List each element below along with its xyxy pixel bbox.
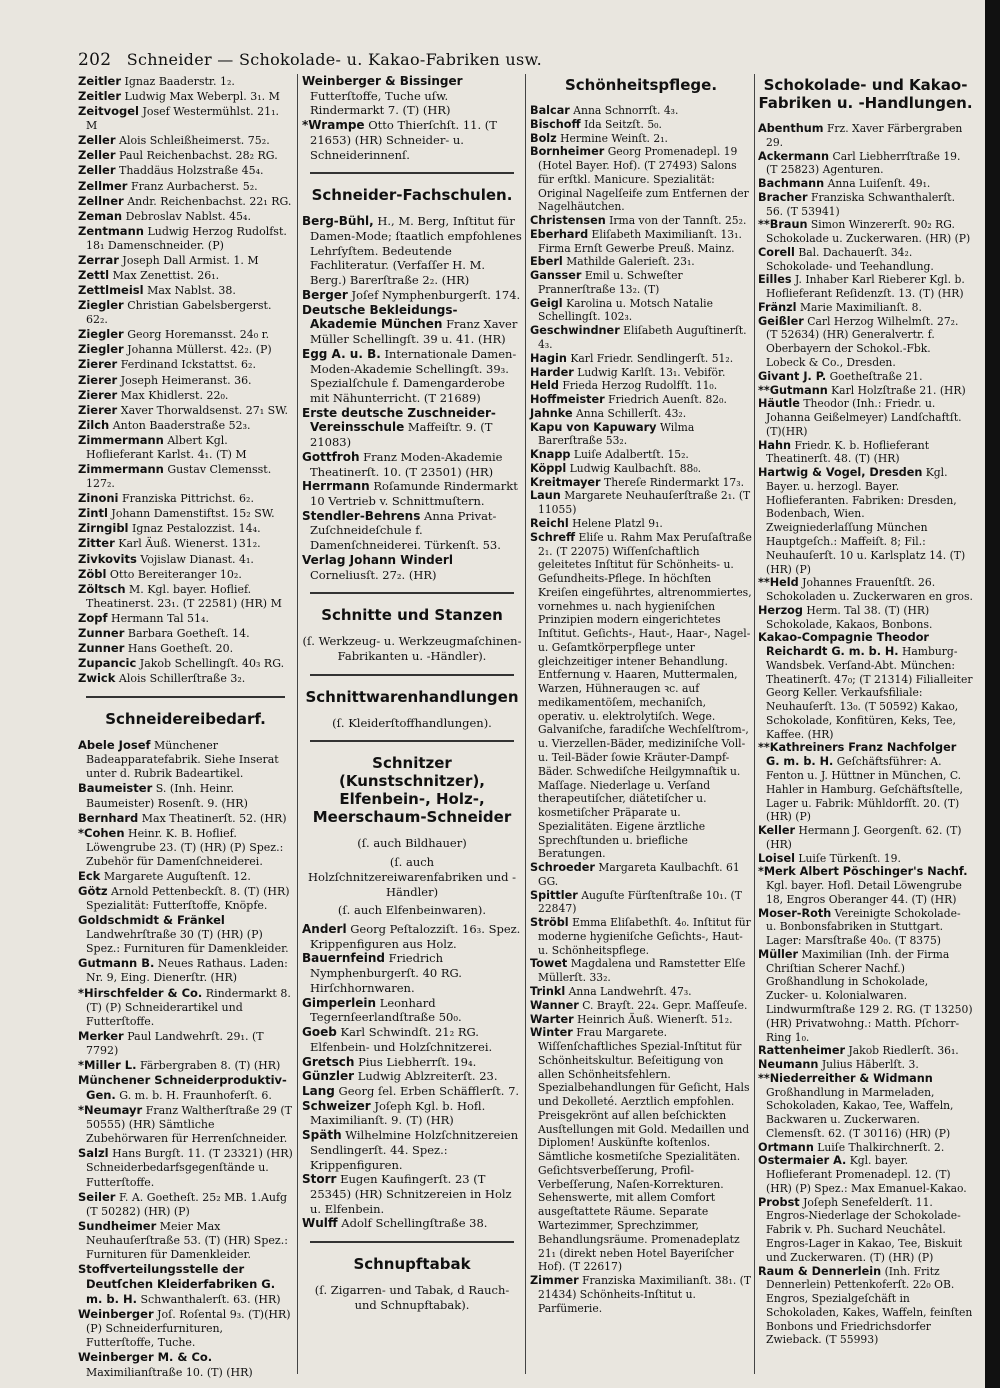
section-title-schoenheitspflege: Schönheitspflege. (564, 76, 718, 94)
list-item: Probst Joſeph Senefelderſt. 11. Engros-Niederlage der Schokolade-Fabrik v. Ph. Suchard Neuchâtel. Engros-Lager in Kakao, Tee, Biskuit und Zuckerwaren. (T) (HR) (P) (758, 1195, 963, 1264)
cross-reference: (ſ. Kleiderſtoffhandlungen). (332, 715, 492, 730)
page-edge (985, 0, 1000, 1388)
list-item: Stendler-Behrens Anna Privat-Zuſchneideſchule f. Damenſchneiderei. Türkenſt. 53. (302, 508, 501, 553)
page-header (78, 50, 978, 70)
list-item: Zöbl Otto Bereiteranger 10₂. (78, 566, 242, 581)
list-item: Zettl Max Zenettist. 26₁. (78, 268, 220, 283)
list-item: Knapp Luiſe Adalbertſt. 15₂. (530, 448, 689, 462)
list-item: Bornheimer Georg Promenadepl. 19 (Hotel Bayer. Hof). (T 27493) Salons für erſtkl. Manicure. Spezialität: Original Nagelſeife zum Entfernen der Nagelhäutchen. (530, 145, 749, 214)
section-title-schnitte-stanzen: Schnitte und Stanzen (321, 606, 503, 625)
list-item: Zimmer Franziska Maximilianſt. 38₁. (T 21434) Schönheits-Inſtitut u. Parfümerie. (530, 1274, 752, 1315)
list-item: Goldschmidt & Fränkel Landwehrſtraße 30 (T) (HR) (P) Spez.: Furnituren für Damenkleider. (78, 913, 289, 956)
list-item: *Merk Albert Pöschinger's Nachf. Kgl. bayer. Hofl. Detail Löwengrube 18, Engros Oberanger 44. (T) (HR) (758, 865, 968, 906)
list-item: Verlag Johann Winderl Corneliusſt. 27₂. (HR) (302, 552, 453, 582)
list-item: Zeller Alois Schleißheimerst. 75₂. (78, 133, 270, 148)
list-item: Bachmann Anna Luiſenſt. 49₁. (758, 177, 931, 191)
list-item: Weinberger M. & Co. Maximilianſtraße 10. (T) (HR) (78, 1350, 253, 1379)
list-item: Corell Bal. Dachauerſt. 34₂. Schokolade- und Teehandlung. (758, 245, 934, 273)
list-item: Storr Eugen Kaufingerſt. 23 (T 25345) (HR) Schnitzereien in Holz u. Elfenbein. (302, 1172, 512, 1216)
column-4 (758, 74, 973, 1347)
list-item: Zeitler Ignaz Baaderstr. 1₂. (78, 74, 235, 88)
column-rule (525, 74, 526, 1374)
list-item: Harder Ludwig Karlſt. 13₁. Vebiför. (530, 365, 726, 379)
list-item: Zierer Max Khidlerst. 22₀. (78, 387, 229, 402)
list-item: Zeman Debroslav Nablst. 45₄. (78, 208, 251, 223)
list-item: Baumeister S. (Inh. Heinr. Baumeister) Rosenſt. 9. (HR) (78, 781, 248, 810)
cross-reference: (ſ. auch Elfenbeinwaren). (337, 903, 487, 918)
column-1 (78, 74, 293, 1380)
cross-reference: (ſ. auch Holzſchnitzereiwarenfabriken und -Händler) (308, 855, 516, 899)
list-item: Fränzl Marie Maximilianſt. 8. (758, 300, 922, 314)
entry-list-schneidereibedarf (78, 738, 293, 1379)
list-item: Erste deutsche Zuschneider-Vereinsschule Maffeiſtr. 9. (T 21083) (302, 405, 496, 450)
section-divider (310, 740, 514, 742)
list-item: Goeb Karl Schwindſt. 21₂ RG. Elfenbein- und Holzſchnitzerei. (302, 1025, 493, 1054)
running-title: Schneider — Schokolade- u. Kakao-Fabriken usw. (126, 50, 543, 69)
list-item: Ackermann Carl Liebherrſtraße 19. (T 25823) Agenturen. (758, 149, 961, 177)
list-item: Herrmann Roſamunde Rindermarkt 10 Vertrieb v. Schnittmuſtern. (302, 479, 518, 508)
list-item: Zunner Barbara Goetheſt. 14. (78, 625, 250, 640)
section-title-schnupftabak: Schnupftabak (353, 1255, 471, 1274)
section-divider (310, 674, 514, 676)
list-item: Zimmermann Albert Kgl. Hoflieferant Karlst. 4₁. (T) M (78, 432, 247, 461)
list-item: Anderl Georg Peſtalozziſt. 16₃. Spez. Krippenfiguren aus Holz. (302, 922, 521, 951)
list-item: *Miller L. Färbergraben 8. (T) (HR) (78, 1057, 281, 1072)
list-item: Günzler Ludwig Ablzreiterſt. 23. (302, 1069, 498, 1084)
list-item: Abenthum Frz. Xaver Färbergraben 29. (758, 122, 963, 149)
list-item: Weinberger Joſ. Roſental 9₃. (T)(HR) (P) Schneiderfurnituren, Futterſtoffe, Tuche. (78, 1307, 291, 1350)
list-item: Ziegler Johanna Müllerst. 42₂. (P) (78, 342, 272, 357)
list-item: Kapu von Kapuwary Wilma Barerſtraße 53₂. (530, 420, 695, 448)
list-item: Merker Paul Landwehrſt. 29₁. (T 7792) (78, 1028, 264, 1057)
section-divider (310, 592, 514, 594)
section-title-schneider-fachschulen: Schneider-Fachschulen. (311, 186, 513, 205)
list-item: Lang Georg ſel. Erben Schäfflerſt. 7. (302, 1083, 520, 1098)
list-item: Zeller Thaddäus Holzstraße 45₄. (78, 163, 264, 178)
list-item: Schweizer Joſeph Kgl. b. Hofl. Maximilianſt. 9. (T) (HR) (302, 1098, 486, 1128)
list-item: Zentmann Ludwig Herzog Rudolfst. 18₁ Damenschneider. (P) (78, 223, 287, 252)
list-item: Geißler Carl Herzog Wilhelmſt. 27₂. (T 52634) (HR) Generalvertr. f. Oberbayern der Schokol.-Fbk. Lobeck & Co., Dresden. (758, 314, 959, 370)
list-item: Hoffmeister Friedrich Auenſt. 82₀. (530, 393, 727, 407)
list-item: Wulff Adolf Schellingſtraße 38. (302, 1216, 488, 1231)
list-item: Bauernfeind Friedrich Nymphenburgerſt. 40 RG. Hirſchhornwaren. (302, 951, 462, 995)
list-item: Hartwig & Vogel, Dresden Kgl. Bayer. u. herzogl. Bayer. Hoflieferanten. Fabriken: Dresden, Bodenbach, Wien. Zweigniederlaſſung München Hauptgeſch.: Maffeiſt. 8; Fil.: Neuhauſerſt. 10 u. Karlsplatz 14. (T) (HR) (P) (758, 466, 966, 576)
list-item: Zitter Karl Äuß. Wienerst. 131₂. (78, 536, 261, 551)
list-item: Zeller Paul Reichenbachst. 28₂ RG. (78, 148, 278, 163)
list-item: Zellmer Franz Aurbacherst. 5₂. (78, 178, 258, 193)
list-item: Weinberger & Bissinger Futterſtoffe, Tuche uſw. Rindermarkt 7. (T) (HR) (302, 74, 463, 118)
list-item: Zerrar Joseph Dall Armist. 1. M (78, 252, 259, 267)
column-3 (530, 74, 752, 1315)
list-item: Jahnke Anna Schillerſt. 43₂. (530, 406, 687, 420)
list-item: Eberhard Eliſabeth Maximilianſt. 13₁. Firma Ernſt Gewerbe Preuß. Mainz. (530, 227, 742, 255)
section-divider (310, 1241, 514, 1243)
list-item: *Wrampe Otto Thierſchſt. 11. (T 21653) (HR) Schneider- u. Schneiderinnenſ. (302, 118, 497, 162)
list-item: **Held Johannes Frauenſtſt. 26. Schokoladen u. Zuckerwaren en gros. (758, 576, 973, 604)
list-item: Zimmermann Gustav Clemensst. 127₂. (78, 462, 272, 491)
cross-reference: (ſ. Zigarren- und Tabak, d Rauch- und Schnupftabak). (314, 1283, 510, 1312)
column-rule (754, 74, 755, 1374)
list-item: Gimperlein Leonhard Tegernſeerlandſtraße 50₀. (302, 995, 462, 1025)
list-item: Gutmann B. Neues Rathaus. Laden: Nr. 9, Eing. Dienerſtr. (HR) (78, 956, 288, 985)
list-item: Ortmann Luiſe Thalkirchnerſt. 2. (758, 1140, 945, 1154)
list-item: Gottfroh Franz Moden-Akademie Theatinerſt. 10. (T 23501) (HR) (302, 449, 503, 479)
list-item: *Neumayr Franz Waltherſtraße 29 (T 50555) (HR) Sämtliche Zubehörwaren für Herrenſchneider. (78, 1103, 292, 1146)
list-item: Zeitler Ludwig Max Weberpl. 3₁. M (78, 89, 280, 104)
list-item: Rattenheimer Jakob Riedlerſt. 36₁. (758, 1044, 959, 1058)
list-item: Stoffverteilungsstelle der Deutſchen Kleiderfabriken G. m. b. H. Schwanthalerſt. 63. (HR) (78, 1262, 281, 1307)
list-item: Hahn Friedr. K. b. Hoflieferant Theatinerſt. 48. (T) (HR) (758, 438, 930, 466)
list-item: Zeitvogel Josef Westermühlst. 21₁. M (78, 104, 280, 133)
list-item: Müller Maximilian (Inh. der Firma Chriſtian Scherer Nachf.) Großhandlung in Schokolade, Zucker- u. Kolonialwaren. Lindwurmſtraße 129 2. RG. (T 13250) (HR) Privatwohng.: Matth. Pſchorr-Ring 1₀. (758, 947, 973, 1044)
list-item: Warter Heinrich Äuß. Wienerſt. 51₂. (530, 1012, 733, 1026)
list-item: Zellner Andr. Reichenbachst. 22₁ RG. (78, 193, 292, 208)
list-item: Berger Joſef Nymphenburgerſt. 174. (302, 287, 521, 302)
list-item: Ziegler Georg Horemansst. 24₀ r. (78, 327, 270, 342)
list-item: Winter Frau Margarete. Wiſſenſchaftliches Spezial-Inſtitut für Schönheitskultur. Beſeitigung von allen Schönheitsfehlern. Spezialbehandlungen für Geſicht, Hals und Dekolleté. Aerztlich empfohlen. Preisgekrönt auf allen beſchickten Ausſtellungen mit Gold. Medaillen und Diplomen! Auskünfte koſtenlos. Sämtliche kosmetiſche Spezialitäten. Geſichtsverbeſſerung, Profil-Verbeſſerung, Naſen-Korrekturen. Sehenswerte, mit allem Comfort ausgeſtattete Räume. Separate Wartezimmer, Sprechzimmer, Behandlungsräume. Promenadeplatz 21₁ (direkt neben Hotel Bayeriſcher Hof). (T 22617) (530, 1026, 750, 1274)
section-title-schnitzer: Schnitzer (Kunstschnitzer), Elfenbein-, Holz-, Meerschaum-Schneider (312, 754, 512, 827)
list-item: *Cohen Heinr. K. B. Hoflief. Löwengrube 23. (T) (HR) (P) Spez.: Zubehör für Damenſchneiderei. (78, 825, 284, 868)
list-item: Zintl Johann Damenstiftst. 15₂ SW. (78, 506, 275, 521)
cross-reference: (ſ. auch Bildhauer) (357, 836, 467, 851)
list-item: Towet Magdalena und Ramstetter Elſe Müllerſt. 33₂. (530, 957, 746, 985)
list-item: Götz Arnold Pettenbeckſt. 8. (T) (HR) Spezialität: Futterſtoffe, Knöpfe. (78, 883, 290, 913)
list-item: Givant J. P. Goetheſtraße 21. (758, 369, 923, 383)
section-divider (86, 696, 285, 698)
entry-list-col1 (78, 74, 293, 686)
section-title-schnittwarenhandlungen: Schnittwarenhandlungen (305, 687, 519, 706)
list-item: Hagin Karl Friedr. Sendlingerſt. 51₂. (530, 351, 734, 365)
list-item: Zopf Hermann Tal 51₄. (78, 610, 209, 625)
list-item: Reichl Helene Platzl 9₁. (530, 516, 663, 530)
list-item: Raum & Dennerlein (Inh. Fritz Dennerlein) Pettenkoferſt. 22₀ OB. Engros, Spezialgeſchäft in Schokoladen, Kakes, Waffeln, feinſten Bonbons und Friedrichsdorfer Zwieback. (T 55993) (758, 1264, 973, 1347)
list-item: Herzog Herm. Tal 38. (T) (HR) Schokolade, Kakaos, Bonbons. (758, 603, 933, 631)
column-2 (302, 74, 522, 1317)
list-item: Schreff Eliſe u. Rahm Max Peruſaſtraße 2₁. (T 22075) Wiſſenſchaftlich geleitetes Inſtitut für Schönheits- u. Geſundheits-Pflege. In höchſten Kreiſen eingeführtes, altrenommiertes, vornehmes u. nach hygieniſchen Prinzipien modern eingerichtetes Inſtitut. Geſichts-, Haut-, Haar-, Nagel- u. Geſamtkörperpflege unter gleichzeitiger intener Behandlung. Entfernung v. Haaren, Muttermalen, Warzen, Hühneraugen ꝛc. auf medikamentöſem, mechaniſch, operativ. u. elektrolytiſch. Wege. Galvaniſche, faradiſche Wechſelſtrom-, u. Vierzellen-Bäder, mediziniſche Voll- u. Teil-Bäder ſowie Kräuter-Dampf-Bäder. Schwediſche Heilgymnaſtik u. Maſſage. Niederlage u. Verſand therapeutiſcher, diätetiſcher u. kosmetiſcher Präparate u. Spezialitäten. Eigene ärztliche Sprechſtunden u. briefliche Beratungen. (530, 530, 752, 861)
list-item: Bracher Franziska Schwanthalerſt. 56. (T 53941) (758, 190, 956, 218)
list-item: Häutle Theodor (Inh.: Friedr. u. Johanna Geißelmeyer) Landſchaftſt. (T)(HR) (758, 397, 962, 438)
list-item: Neumann Julius Häberlſt. 3. (758, 1058, 919, 1072)
section-divider (310, 172, 514, 174)
list-item: Zilch Anton Baaderstraße 52₃. (78, 417, 251, 432)
list-item: Köppl Ludwig Kaulbachſt. 88₀. (530, 461, 702, 475)
list-item: Kreitmayer Thereſe Rindermarkt 17₃. (530, 475, 744, 489)
list-item: Eilles J. Inhaber Karl Rieberer Kgl. b. Hoflieferant Reſidenzſt. 13. (T) (HR) (758, 273, 965, 301)
list-item: Zivkovits Vojislaw Dianast. 4₁. (78, 551, 254, 566)
list-item: Zirngibl Ignaz Pestalozzist. 14₄. (78, 521, 261, 536)
list-item: Trinkl Anna Landwehrſt. 47₃. (530, 985, 692, 998)
list-item: Seiler F. A. Goetheſt. 25₂ MB. 1.Aufg (T 50282) (HR) (P) (78, 1189, 288, 1218)
list-item: Zöltsch M. Kgl. bayer. Hoflief. Theatinerst. 23₁. (T 22581) (HR) M (78, 581, 282, 610)
list-item: **Braun Simon Winzererſt. 90₂ RG. Schokolade u. Zuckerwaren. (HR) (P) (758, 218, 971, 246)
list-item: Schroeder Margareta Kaulbachſt. 61 GG. (530, 861, 740, 888)
list-item: *Hirschfelder & Co. Rindermarkt 8. (T) (P) Schneiderartikel und Futterſtoffe. (78, 985, 291, 1028)
list-item: Zierer Joseph Heimeranst. 36. (78, 372, 252, 387)
list-item: Abele Josef Münchener Badeapparatefabrik. Siehe Inserat unter d. Rubrik Badeartikel. (78, 738, 279, 781)
list-item: Bolz Hermine Weinſt. 2₁. (530, 131, 668, 145)
list-item: Spittler Auguſte Fürſtenſtraße 10₁. (T 22847) (530, 888, 742, 916)
list-item: Ostermaier A. Kgl. bayer. Hoflieferant Promenadepl. 12. (T) (HR) (P) Spez.: Max Emanuel-Kakao. (758, 1154, 967, 1195)
list-item: Egg A. u. B. Internationale Damen-Moden-Akademie Schellingſt. 39₃. Spezialſchule f. Damengarderobe mit Nähunterricht. (T 21689) (302, 346, 517, 405)
list-item: Zupancic Jakob Schellingſt. 40₃ RG. (78, 656, 285, 671)
list-item: **Gutmann Karl Holzſtraße 21. (HR) (758, 383, 966, 397)
list-item: Salzl Hans Burgſt. 11. (T 23321) (HR) Schneiderbedarfsgegenſtände u. Futterſtoffe. (78, 1146, 293, 1189)
list-item: Geschwindner Eliſabeth Auguſtinerſt. 4₃. (530, 324, 747, 352)
list-item: **Niederreither & Widmann Großhandlung in Marmeladen, Schokoladen, Kakao, Tee, Waffeln, Backwaren u. Zuckerwaren. Clemensſt. 62. (T 30116) (HR) (P) (758, 1071, 954, 1140)
list-item: Zierer Ferdinand Ickstattst. 6₂. (78, 357, 256, 372)
section-title-schneidereibedarf: Schneidereibedarf. (105, 710, 266, 729)
page-number: 202 (78, 50, 112, 70)
list-item: Zinoni Franziska Pittrichst. 6₂. (78, 491, 254, 506)
list-item: Zwick Alois Schillerſtraße 3₂. (78, 671, 246, 686)
list-item: Berg-Bühl, H., M. Berg, Inſtitut für Damen-Mode; ſtaatlich empfohlenes Lehrſyſtem. Bedeutende Fachliteratur. (Verfaſſer H. M. Berg.) Barerſtraße 2₂. (HR) (302, 214, 522, 288)
list-item: Laun Margarete Neuhauſerſtraße 2₁. (T 11055) (530, 489, 751, 517)
list-item: Held Frieda Herzog Rudolfſt. 11₀. (530, 379, 718, 393)
list-item: Wanner C. Brayſt. 22₄. Gepr. Maſſeuſe. (530, 998, 748, 1012)
list-item: Keller Hermann J. Georgenſt. 62. (T) (HR) (758, 824, 962, 851)
list-item: Gansser Emil u. Schweſter Prannerſtraße 13₂. (T) (530, 269, 683, 296)
list-item: Ziegler Christian Gabelsbergerst. 62₂. (78, 298, 272, 327)
list-item: Eberl Mathilde Galerieſt. 23₁. (530, 255, 695, 269)
list-item: Sundheimer Meier Max Neuhauſerſtraße 53. (T) (HR) Spez.: Furnituren für Damenkleider. (78, 1218, 288, 1261)
list-item: Ströbl Emma Eliſabethſt. 4₀. Inſtitut für moderne hygieniſche Geſichts-, Haut- u. Schönheitspflege. (530, 916, 751, 957)
list-item: Zierer Xaver Thorwaldsenst. 27₁ SW. (78, 402, 289, 417)
list-item: Kakao-Compagnie Theodor Reichardt G. m. b. H. Hamburg-Wandsbek. Verſand-Abt. München: Theatinerſt. 47₀; (T 21314) Filialleiter Georg Keller. Verkaufsfiliale: Neuhauſerſt. 13₀. (T 50592) Kakao, Schokolade, Konfitüren, Keks, Tee, Kaffee. (HR) (758, 631, 973, 741)
list-item: Geigl Karolina u. Motsch Natalie Schellingſt. 102₃. (530, 296, 713, 324)
list-item: Moser-Roth Vereinigte Schokolade- u. Bonbonsfabriken in Stuttgart. Lager: Marsſtraße 40₀. (T 8375) (758, 906, 961, 948)
list-item: Loisel Luiſe Türkenſt. 19. (758, 851, 901, 865)
list-item: Späth Wilhelmine Holzſchnitzereien Sendlingerſt. 44. Spez.: Krippenfiguren. (302, 1128, 519, 1172)
list-item: Zettlmeisl Max Nablst. 38. (78, 283, 236, 298)
list-item: Deutsche Bekleidungs-Akademie München Franz Xaver Müller Schellingſt. 39 u. 41. (HR) (302, 302, 518, 347)
list-item: Münchener Schneiderproduktiv-Gen. G. m. b. H. Fraunhoferſt. 6. (78, 1073, 287, 1103)
cross-reference: (ſ. Werkzeug- u. Werkzeugmaſchinen-Fabrikanten u. -Händler). (302, 634, 522, 663)
list-item: Zunner Hans Goetheſt. 20. (78, 640, 234, 655)
list-item: Gretsch Pius Liebherrſt. 19₄. (302, 1054, 477, 1069)
list-item: Bernhard Max Theatinerſt. 52. (HR) (78, 810, 287, 825)
list-item: Balcar Anna Schnorrſt. 4₃. (530, 104, 679, 117)
section-title-schokolade: Schokolade- und Kakao-Fabriken u. -Handlungen. (758, 76, 973, 112)
list-item: Christensen Irma von der Tannſt. 25₂. (530, 214, 747, 228)
list-item: Bischoff Ida Seitzſt. 5₀. (530, 117, 662, 131)
list-item: **Kathreiners Franz Nachfolger G. m. b. H. Geſchäftsführer: A. Fenton u. J. Hüttner in München, C. Hahler in Hamburg. Geſchäftsſtelle, Lager u. Fabrik: Mühldorfſt. 20. (T) (HR) (P) (758, 741, 963, 824)
column-rule (297, 74, 298, 1374)
list-item: Eck Margarete Auguſtenſt. 12. (78, 868, 251, 883)
